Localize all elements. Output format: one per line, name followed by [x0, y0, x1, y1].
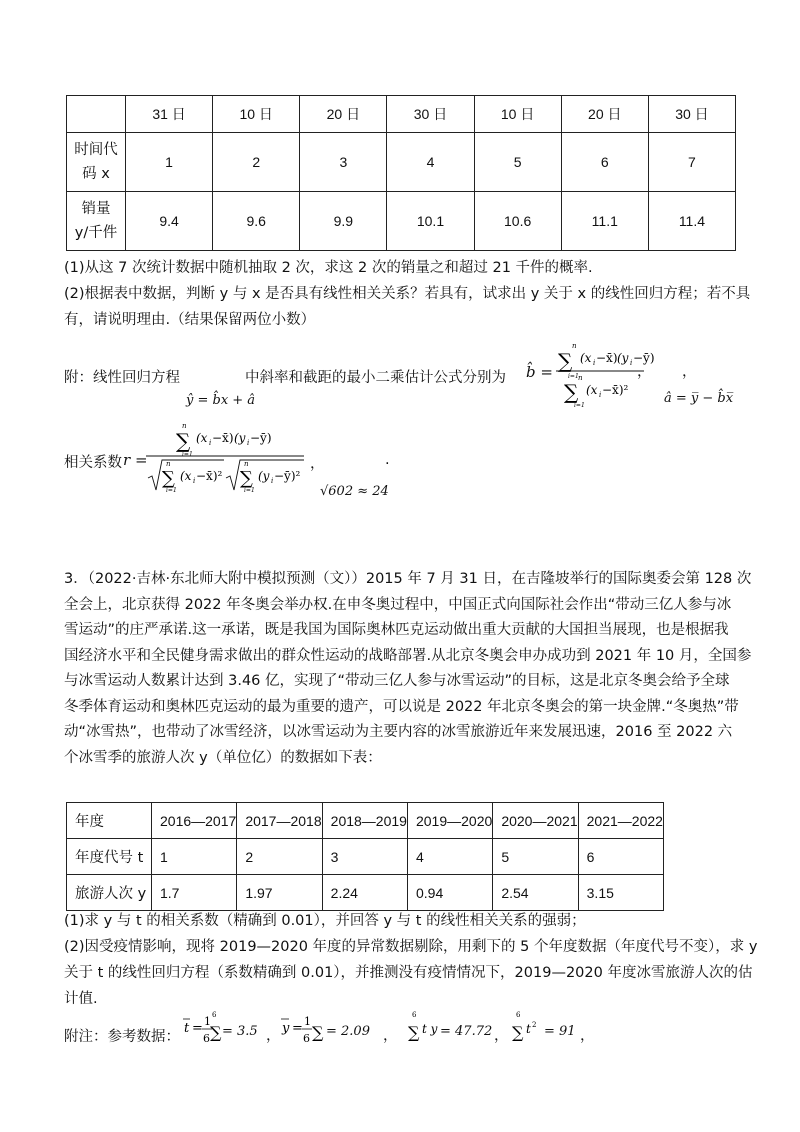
svg-text:n: n: [572, 342, 577, 350]
svg-text:i: i: [209, 439, 212, 447]
svg-text:∑: ∑: [312, 1023, 324, 1042]
table-cell: 31 日: [126, 96, 213, 133]
table-cell: 3: [300, 133, 387, 192]
table-cell: 年度: [67, 803, 152, 839]
sum-ty-formula: [406, 1005, 440, 1061]
table-cell: 5: [474, 133, 561, 192]
table-cell: 1.97: [237, 875, 322, 911]
table-cell: 0.94: [407, 875, 492, 911]
label-line: 码 x: [82, 166, 110, 182]
svg-text:∑: ∑: [564, 380, 579, 404]
comma: ，: [310, 456, 325, 472]
table-cell: 10 日: [474, 96, 561, 133]
table-cell: 10.1: [387, 192, 474, 251]
svg-text:n: n: [182, 422, 187, 430]
table-cell: 20 日: [300, 96, 387, 133]
appendix-middle: 中斜率和截距的最小二乘估计公式分别为: [245, 370, 506, 386]
table-cell: 4: [387, 133, 474, 192]
svg-text:2: 2: [532, 1021, 537, 1029]
paragraph-line: 个冰雪季的旅游人次 y（单位亿）的数据如下表：: [64, 749, 382, 766]
svg-text:i=1: i=1: [166, 487, 177, 494]
table-cell: 11.1: [561, 192, 648, 251]
t-bar-value: = 3.5: [222, 1024, 258, 1039]
table-row: [67, 839, 664, 875]
svg-text:∑: ∑: [558, 349, 573, 373]
paragraph-line: 动“冰雪热”，也带动了冰雪经济，以冰雪运动为主要内容的冰雪旅游近年来发展迅速，2016 至 2022 六: [64, 724, 733, 740]
svg-text:y: y: [282, 1021, 290, 1036]
t-bar-formula: [182, 1005, 222, 1061]
table-cell: 3.15: [578, 875, 663, 911]
table-cell: 2019—2020: [407, 803, 492, 839]
svg-text:i: i: [193, 477, 196, 485]
svg-text:i: i: [593, 359, 596, 367]
table-cell: 1.7: [152, 875, 237, 911]
p3-question-2-line: 关于 t 的线性回归方程（系数精确到 0.01），并推测没有疫情情况下，2019—2020 年度冰雪旅游人次的估: [64, 965, 753, 981]
table-cell: 2018—2019: [322, 803, 407, 839]
question-2-line: (2)根据表中数据，判断 y 与 x 是否具有线性相关关系？若具有，试求出 y 关于 x 的线性回归方程；若不具: [64, 286, 751, 302]
note-prefix: 附注：参考数据：: [64, 1029, 180, 1045]
table-cell: 2017—2018: [237, 803, 322, 839]
b-hat-fraction: [554, 336, 655, 409]
question-1: (1)从这 7 次统计数据中随机抽取 2 次，求这 2 次的销量之和超过 21 千件的概率.: [64, 260, 593, 276]
svg-text:n: n: [244, 460, 249, 468]
table-cell: 11.4: [648, 192, 735, 251]
svg-text:t: t: [184, 1021, 190, 1036]
svg-text:−x̄)²: −x̄)²: [196, 469, 223, 483]
table-cell: 9.6: [213, 192, 300, 251]
svg-text:∑: ∑: [210, 1023, 222, 1042]
table-row: [67, 803, 664, 839]
svg-text:1: 1: [204, 1015, 211, 1028]
svg-text:(x: (x: [180, 469, 192, 483]
paragraph-line: 国经济水平和全民健身需求做出的群众性运动的战略部署.从北京冬奥会申办成功到 2021 年 10 月，全国参: [64, 647, 752, 664]
svg-text:(y: (y: [234, 431, 246, 445]
table-cell: 7: [648, 133, 735, 192]
table-cell: 旅游人次 y: [67, 875, 152, 911]
svg-text:−ȳ): −ȳ): [250, 431, 272, 445]
table-cell: 2016—2017: [152, 803, 237, 839]
svg-text:1: 1: [304, 1015, 311, 1028]
table-cell: 2021—2022: [578, 803, 663, 839]
b-hat-label: b̂ =: [526, 363, 553, 381]
table-cell: 2020—2021: [493, 803, 578, 839]
table-cell: 30 日: [648, 96, 735, 133]
y-bar-formula: [280, 1005, 324, 1061]
paragraph-line: 与冰雪运动人数累计达到 3.46 亿，实现了“带动三亿人参与冰雪运动”的目标，这是北京冬奥会给予全球: [64, 673, 730, 689]
svg-text:6: 6: [303, 1032, 310, 1045]
problem-3-text: [64, 567, 752, 771]
svg-text:i=1: i=1: [244, 487, 255, 494]
svg-text:−ȳ)²: −ȳ)²: [274, 469, 301, 483]
question-2-line: 有，请说明理由.（结果保留两位小数）: [64, 312, 316, 328]
correlation-fraction: [144, 418, 306, 494]
r-label: r =: [123, 451, 148, 469]
svg-text:6: 6: [412, 1011, 417, 1019]
table-cell: 2: [213, 133, 300, 192]
p3-question-1: (1)求 y 与 t 的相关系数（精确到 0.01），并回答 y 与 t 的线性相关关系的强弱；: [64, 913, 586, 929]
tourism-table: [66, 802, 664, 911]
table-cell: 9.9: [300, 192, 387, 251]
table-cell: 5: [493, 839, 578, 875]
table-cell: 30 日: [387, 96, 474, 133]
a-hat-formula: â = y̅ − b̂x̅: [664, 391, 734, 406]
y-bar-value: = 2.09: [326, 1024, 370, 1039]
label-line: 时间代: [74, 142, 118, 158]
appendix-prefix: 附：线性回归方程: [64, 370, 180, 386]
svg-text:6: 6: [212, 1011, 217, 1019]
svg-text:(y: (y: [617, 351, 629, 365]
svg-text:i=1: i=1: [182, 451, 193, 458]
comma: ，: [266, 1028, 281, 1044]
svg-text:(x: (x: [196, 431, 208, 445]
svg-text:∑: ∑: [162, 468, 175, 489]
svg-text:6: 6: [516, 1011, 521, 1019]
paragraph-line: 全会上，北京获得 2022 年冬奥会举办权.在申冬奥过程中，中国正式向国际社会作出“带动三亿人参与冰: [64, 596, 732, 613]
table-cell: 6: [578, 839, 663, 875]
svg-text:(x: (x: [580, 351, 592, 365]
row-label-sales: [67, 192, 126, 251]
svg-text:t y: t y: [422, 1022, 438, 1036]
label-line: 销量: [81, 201, 111, 217]
sales-table: [66, 95, 736, 251]
svg-text:−ȳ): −ȳ): [633, 351, 655, 365]
comma: ，: [494, 1028, 509, 1044]
comma: ，: [383, 1028, 398, 1044]
table-row: [67, 192, 736, 251]
table-row: [67, 875, 664, 911]
svg-text:−x̄): −x̄): [596, 351, 618, 365]
regression-equation: ŷ = b̂x + â: [186, 393, 256, 408]
svg-text:=: =: [192, 1021, 203, 1036]
sum-t2-formula: [510, 1005, 544, 1061]
table-cell: 2.24: [322, 875, 407, 911]
table-cell: 6: [561, 133, 648, 192]
comma: ，: [637, 364, 652, 380]
table-cell: 4: [407, 839, 492, 875]
svg-text:∑: ∑: [512, 1023, 524, 1042]
paragraph-line: 冬季体育运动和奥林匹克运动的最为重要的遗产，可以说是 2022 年北京冬奥会的第一块金牌.“冬奥热”带: [64, 698, 739, 715]
table-cell: 10 日: [213, 96, 300, 133]
svg-text:−x̄): −x̄): [212, 431, 234, 445]
table-cell: 3: [322, 839, 407, 875]
table-cell: 2: [237, 839, 322, 875]
svg-text:i: i: [271, 477, 274, 485]
table-cell: 10.6: [474, 192, 561, 251]
table-cell: 20 日: [561, 96, 648, 133]
table-cell: [67, 96, 126, 133]
svg-text:∑: ∑: [408, 1023, 420, 1042]
table-row: [67, 96, 736, 133]
svg-text:i=1: i=1: [574, 402, 585, 409]
table-cell: 年度代号 t: [67, 839, 152, 875]
period: .: [385, 452, 390, 468]
table-cell: 2.54: [493, 875, 578, 911]
svg-text:t: t: [526, 1022, 531, 1036]
comma: ，: [682, 364, 697, 380]
sum-t2-value: = 91: [544, 1024, 576, 1039]
table-cell: 1: [126, 133, 213, 192]
svg-text:6: 6: [203, 1032, 210, 1045]
svg-text:(y: (y: [258, 469, 270, 483]
svg-text:n: n: [166, 460, 171, 468]
table-cell: 9.4: [126, 192, 213, 251]
label-line: y/千件: [74, 225, 118, 241]
svg-text:i: i: [630, 359, 633, 367]
svg-text:∑: ∑: [240, 468, 253, 489]
svg-text:n: n: [578, 374, 583, 382]
table-cell: 1: [152, 839, 237, 875]
correlation-label: 相关系数: [64, 455, 122, 471]
svg-text:∑: ∑: [176, 429, 191, 453]
sum-ty-value: = 47.72: [440, 1024, 493, 1039]
comma: ，: [580, 1028, 595, 1044]
svg-text:i: i: [247, 439, 250, 447]
row-label-time-code: [67, 133, 126, 192]
p3-question-2-line: (2)因受疫情影响，现将 2019—2020 年度的异常数据剔除，用剩下的 5 个年度数据（年度代号不变），求 y: [64, 939, 758, 955]
svg-text:=: =: [292, 1021, 303, 1036]
sqrt-note: √602 ≈ 24: [320, 484, 389, 499]
table-row: [67, 133, 736, 192]
svg-text:i: i: [599, 391, 602, 399]
svg-text:i=1: i=1: [568, 373, 579, 380]
paragraph-line: 3．（2022·吉林·东北师大附中模拟预测（文））2015 年 7 月 31 日，在吉隆坡举行的国际奥委会第 128 次: [64, 571, 752, 587]
paragraph-line: 雪运动”的庄严承诺.这一承诺，既是我国为国际奥林匹克运动做出重大贡献的大国担当展现，也是根据我: [64, 622, 729, 638]
svg-text:(x: (x: [586, 383, 598, 397]
svg-text:−x̄)²: −x̄)²: [602, 383, 629, 397]
p3-question-2-line: 计值.: [64, 991, 98, 1007]
